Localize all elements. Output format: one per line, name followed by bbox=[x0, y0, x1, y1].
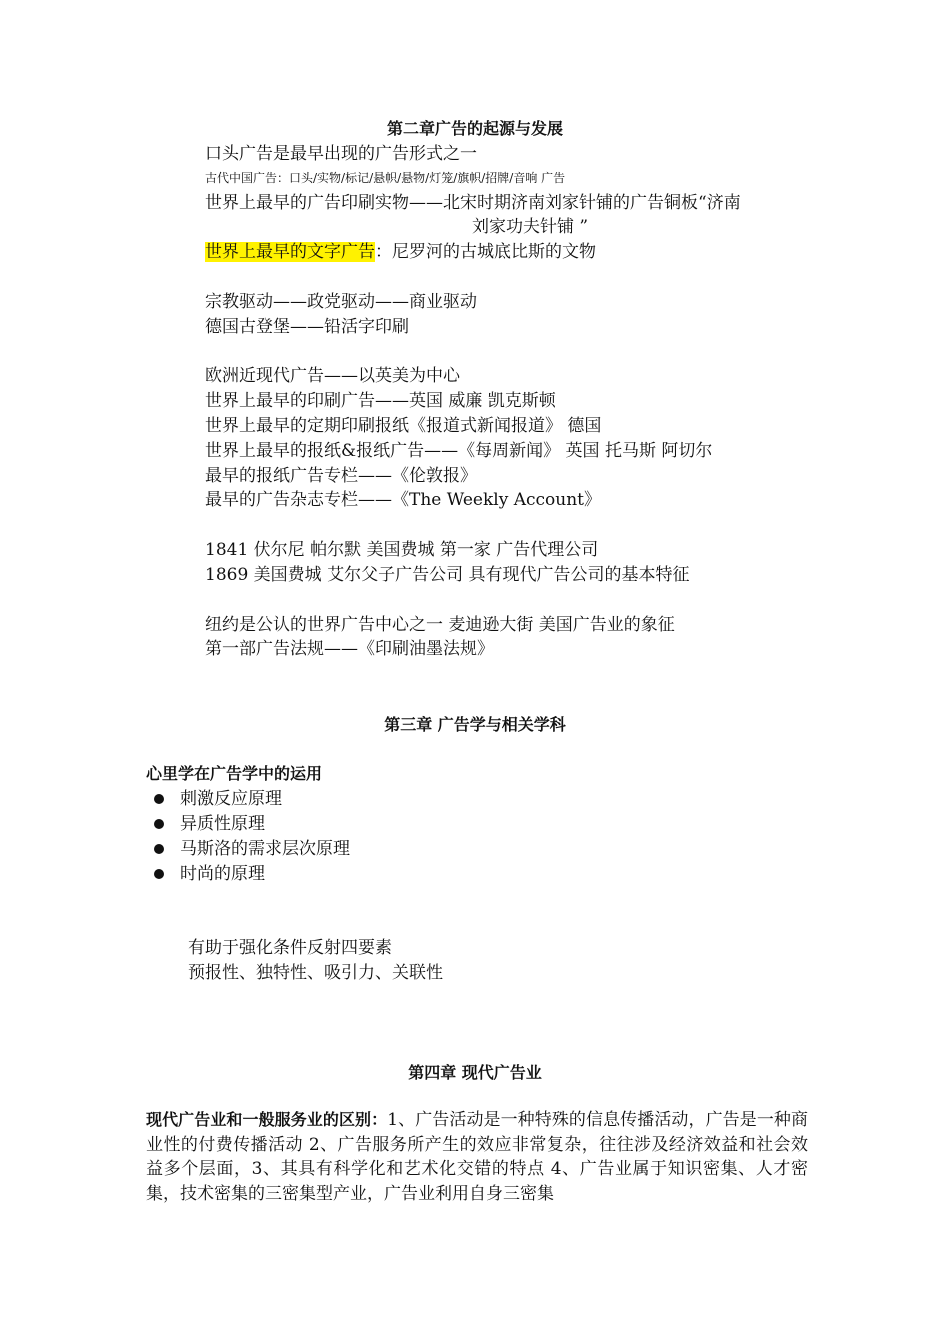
magazine-line: 最早的广告杂志专栏——《The Weekly Account》 bbox=[205, 490, 601, 510]
earliest-text-ad-rest: ：尼罗河的古城底比斯的文物 bbox=[375, 242, 596, 262]
ancient-ad-line: 古代中国广告：口头/实物/标记/悬帜/悬物/灯笼/旗帜/招牌/音响 广告 bbox=[205, 171, 566, 185]
highlighted-text: 世界上最早的文字广告 bbox=[205, 242, 375, 262]
newspaper-line: 世界上最早的报纸&报纸广告——《每周新闻》 英国 托马斯 阿切尔 bbox=[205, 441, 713, 461]
list-item: 异质性原理 bbox=[180, 814, 265, 834]
bullet-icon bbox=[154, 869, 164, 879]
law-line: 第一部广告法规——《印刷油墨法规》 bbox=[205, 639, 494, 659]
list-item: 马斯洛的需求层次原理 bbox=[180, 839, 350, 859]
chapter-4-title: 第四章 现代广告业 bbox=[408, 1063, 542, 1082]
earliest-print-line: 世界上最早的广告印刷实物——北宋时期济南刘家针铺的广告铜板“济南 bbox=[205, 193, 741, 213]
psychology-subtitle: 心里学在广告学中的运用 bbox=[146, 764, 323, 783]
conditioning-title: 有助于强化条件反射四要素 bbox=[188, 938, 392, 958]
bullet-icon bbox=[154, 844, 164, 854]
earliest-print-line-cont: 刘家功夫针铺 ” bbox=[472, 217, 589, 237]
new-york-line: 纽约是公认的世界广告中心之一 麦迪逊大街 美国广告业的象征 bbox=[205, 615, 675, 635]
chapter-2-title: 第二章广告的起源与发展 bbox=[386, 119, 563, 138]
europe-line: 欧洲近现代广告——以英美为中心 bbox=[205, 366, 460, 386]
chapter-3-title: 第三章 广告学与相关学科 bbox=[384, 715, 566, 734]
chapter-4-paragraph bbox=[146, 1108, 808, 1206]
earliest-text-ad-line bbox=[205, 241, 596, 263]
year-1869-line: 1869 美国费城 艾尔父子广告公司 具有现代广告公司的基本特征 bbox=[205, 565, 690, 585]
conditioning-items: 预报性、独特性、吸引力、关联性 bbox=[188, 963, 443, 983]
list-item: 时尚的原理 bbox=[180, 864, 265, 884]
periodic-paper-line: 世界上最早的定期印刷报纸《报道式新闻报道》 德国 bbox=[205, 416, 602, 436]
bullet-icon bbox=[154, 819, 164, 829]
drive-line: 宗教驱动——政党驱动——商业驱动 bbox=[205, 292, 477, 312]
year-1841-line: 1841 伏尔尼 帕尔默 美国费城 第一家 广告代理公司 bbox=[205, 540, 599, 560]
list-item: 刺激反应原理 bbox=[180, 789, 282, 809]
column-line: 最早的报纸广告专栏——《伦敦报》 bbox=[205, 466, 477, 486]
oral-ad-line: 口头广告是最早出现的广告形式之一 bbox=[205, 144, 477, 164]
paragraph-lead: 现代广告业和一般服务业的区别： bbox=[146, 1110, 388, 1129]
gutenberg-line: 德国古登堡——铅活字印刷 bbox=[205, 317, 409, 337]
print-ad-line: 世界上最早的印刷广告——英国 威廉 凯克斯顿 bbox=[205, 391, 556, 411]
paragraph-body: 1、广告活动是一种特殊的信息传播活动，广告是一种商业性的付费传播活动 2、广告服务所产生的效应非常复杂，往往涉及经济效益和社会效益多个层面，3、其具有科学化和艺术化交错的特点 4、广告业属于知识密集、人才密集，技术密集的三密集型产业，广告业利用自身三密集 bbox=[146, 1110, 808, 1204]
bullet-icon bbox=[154, 794, 164, 804]
